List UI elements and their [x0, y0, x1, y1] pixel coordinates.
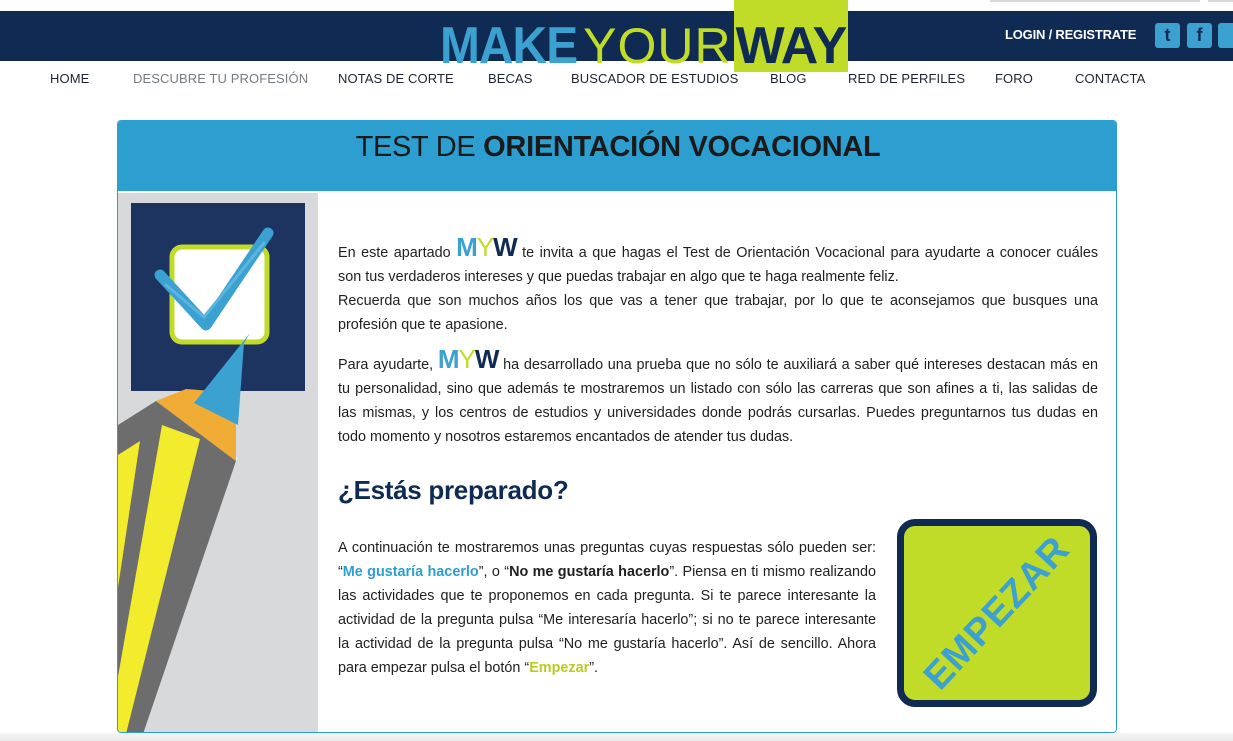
login-register-link[interactable]: LOGIN / REGISTRATE [1005, 27, 1137, 42]
instructions-paragraph [338, 536, 876, 680]
side-illustration [118, 193, 318, 733]
intro-text: te invita a que hagas el Test de Orientación Vocacional para ayudarte a conocer cuáles son tus verdaderos intereses y que puedas trabajar en algo que te haga realmente feliz. [338, 245, 1099, 285]
nav-item-descubre[interactable]: DESCUBRE TU PROFESIÓN [133, 71, 309, 86]
nav-item-contacta[interactable]: CONTACTA [1075, 71, 1146, 86]
intro-text: En este apartado [338, 245, 451, 261]
logo-your: YOUR [583, 18, 732, 74]
start-button[interactable] [897, 519, 1097, 707]
myw-w: W [474, 344, 499, 374]
twitter-icon[interactable]: t [1155, 23, 1180, 48]
option-no-text: No me gustaría hacerlo [509, 564, 670, 580]
myw-y: Y [476, 232, 494, 262]
card-title [118, 131, 1117, 164]
test-card [117, 120, 1117, 733]
start-button-label: EMPEZAR [915, 527, 1078, 698]
intro-text: Recuerda que son muchos años los que vas a tener que trabajar, por lo que te aconsejamos que busques una profesión que te apasione. [338, 293, 1098, 333]
intro-text: ha desarrollado una prueba que no sólo te auxiliará a saber qué intereses destacan más en tu personalidad, sino que además te mostraremos un listado con sólo las carreras que son afines a ti, las salidas de las mismas, y los centros de estudios y universidades donde podrás cursarlas. Puedes preguntarnos tus dudas en todo momento y nosotros estaremos encantados de atender tus dudas. [338, 357, 1099, 445]
myw-w: W [493, 232, 517, 262]
myw-m: M [456, 232, 477, 262]
myw-logo [437, 344, 499, 374]
instructions-text: ”, o “ [478, 564, 510, 580]
instructions-text: ”. Piensa en ti mismo realizando las actividades que te proponemos en cada pregunta. Si te parece interesante la actividad de la pregunta pulsa “Me interesaría hacerlo”; si no te parece interesante la actividad de la pregunta pulsa “No me gustaría hacerlo”. Así de sencillo. Ahora para empezar pulsa el botón “ [338, 564, 876, 676]
intro-text: Para ayudarte, [338, 357, 434, 373]
logo-make: MAKE [440, 17, 578, 75]
main-nav [0, 61, 1233, 95]
page-bottom [0, 733, 1233, 741]
instructions-text: A continuación te mostraremos unas preguntas cuyas respuestas sólo pueden ser: “ [338, 540, 876, 580]
nav-item-becas[interactable]: BECAS [488, 71, 533, 86]
site-header [0, 11, 1233, 75]
nav-item-home[interactable]: HOME [50, 71, 90, 86]
search-underline[interactable] [990, 0, 1200, 2]
intro-paragraph-1 [338, 232, 1099, 337]
start-word-text: Empezar [529, 660, 590, 676]
nav-item-buscador[interactable]: BUSCADOR DE ESTUDIOS [571, 71, 739, 86]
title-light: TEST DE [355, 131, 476, 163]
nav-item-foro[interactable]: FORO [995, 71, 1033, 86]
pencil-checkbox-illustration [118, 193, 318, 733]
option-yes-text: Me gustaría hacerlo [342, 564, 479, 580]
ready-heading: ¿Estás preparado? [338, 475, 569, 505]
title-bold: ORIENTACIÓN VOCACIONAL [483, 131, 881, 163]
nav-item-notas[interactable]: NOTAS DE CORTE [338, 71, 454, 86]
nav-item-red[interactable]: RED DE PERFILES [848, 71, 966, 86]
instagram-icon[interactable] [1218, 23, 1233, 48]
facebook-icon[interactable]: f [1187, 23, 1212, 48]
myw-y: Y [458, 344, 475, 374]
card-header [118, 121, 1117, 191]
myw-logo [456, 232, 517, 262]
instructions-text: ”. [589, 660, 598, 676]
intro-paragraph-2 [338, 344, 1099, 449]
logo-way: WAY [735, 17, 847, 75]
myw-m: M [437, 344, 459, 374]
nav-item-blog[interactable]: BLOG [770, 71, 807, 86]
search-underline-right[interactable] [1208, 0, 1233, 2]
